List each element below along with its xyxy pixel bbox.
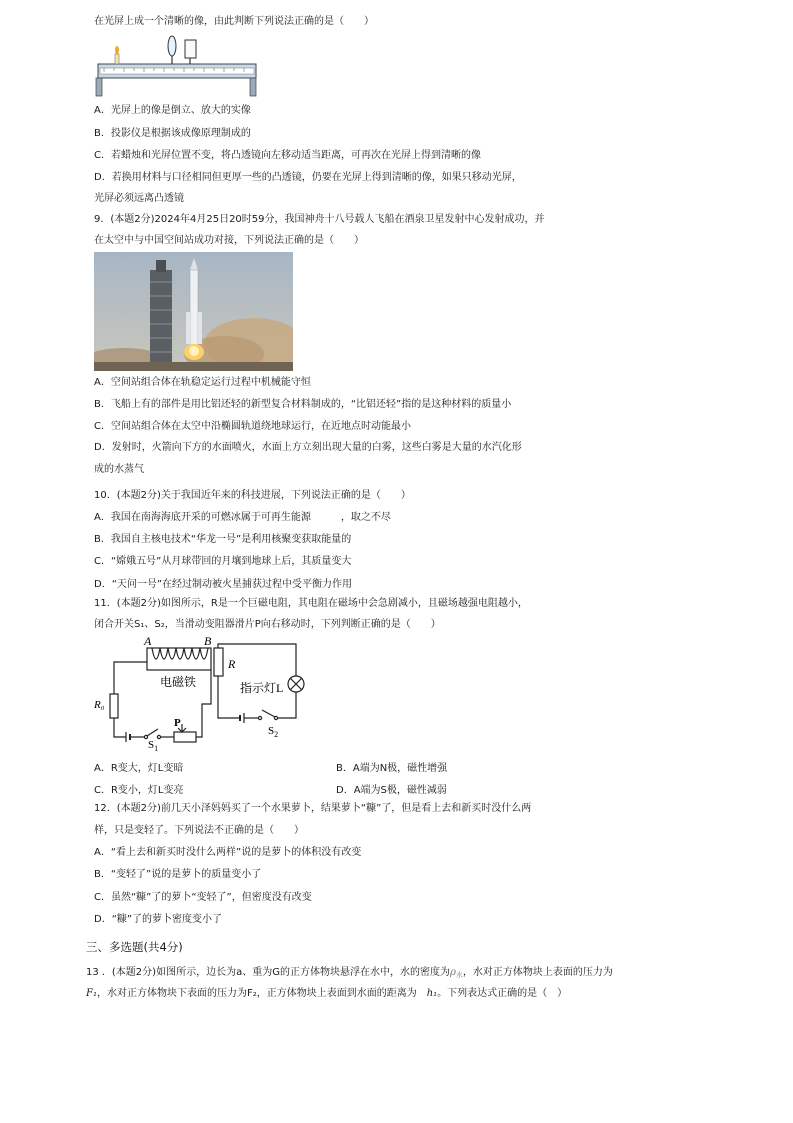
q10-option-b: B．我国自主核电技术“华龙一号”是利用核聚变获取能量的 <box>94 534 352 545</box>
q8-option-d-cont: 光屏必须远离凸透镜 <box>94 193 184 204</box>
q12-stem-line2: 样，只是变轻了。下列说法不正确的是（ ） <box>94 825 304 836</box>
rocket-launch-photo <box>94 252 293 371</box>
label-coil: 电磁铁 <box>160 675 197 689</box>
q9-option-c: C．空间站组合体在太空中沿椭圆轨道绕地球运行，在近地点时动能最小 <box>94 421 411 432</box>
q12-option-d: D．“糠”了的萝卜密度变小了 <box>94 914 223 925</box>
q11-option-b: B．A端为N极，磁性增强 <box>336 763 448 774</box>
section-title: 三、多选题(共4分) <box>86 940 183 954</box>
q9-stem-line2: 在太空中与中国空间站成功对接，下列说法正确的是（ ） <box>94 235 364 246</box>
q13-line1: 13 ．(本题2分)如图所示，边长为a、重为G的正方体物块悬浮在水中，水的密度为$\rho_水$，水对正方体物块上表面的压力为 <box>86 967 613 979</box>
label-r: R <box>228 657 236 671</box>
q8-stem: 在光屏上成一个清晰的像，由此判断下列说法正确的是（ ） <box>94 16 374 27</box>
label-a: A <box>144 636 152 648</box>
q11-stem-line1: 11．(本题2分)如图所示，R是一个巨磁电阻，其电阻在磁场中会急剧减小，且磁场越强电阻越小， <box>94 598 528 609</box>
q11-option-a: A．R变大，灯L变暗 <box>94 763 184 774</box>
optical-bench-figure <box>94 34 262 98</box>
label-s2: $S_2$ <box>268 725 279 739</box>
label-p: P <box>174 717 181 729</box>
label-s1: $S_1$ <box>148 739 159 753</box>
circuit-diagram <box>92 636 312 754</box>
label-b: B <box>204 636 212 648</box>
q8-option-a: A．光屏上的像是倒立、放大的实像 <box>94 105 251 116</box>
q10-option-d: D．“天问一号”在经过制动被火星捕获过程中受平衡力作用 <box>94 579 353 590</box>
q9-option-d-cont: 成的水蒸气 <box>94 464 144 475</box>
q9-option-a: A．空间站组合体在轨稳定运行过程中机械能守恒 <box>94 377 311 388</box>
q8-option-b: B．投影仪是根据该成像原理制成的 <box>94 128 251 139</box>
q9-stem-line1: 9．(本题2分)2024年4月25日20时59分，我国神舟十八号载人飞船在酒泉卫星发射中心发射成功，并 <box>94 214 545 225</box>
q9-option-d: D．发射时，火箭向下方的水面喷火，水面上方立刻出现大量的白雾，这些白雾是大量的水汽化形 <box>94 442 522 453</box>
q8-option-c: C．若蜡烛和光屏位置不变，将凸透镜向左移动适当距离，可再次在光屏上得到清晰的像 <box>94 150 481 161</box>
q9-option-b: B．飞船上有的部件是用比铝还轻的新型复合材料制成的，“比铝还轻”指的是这种材料的质量小 <box>94 399 512 410</box>
q12-option-c: C．虽然“糠”了的萝卜“变轻了”，但密度没有改变 <box>94 892 312 903</box>
q8-option-d: D．若换用材料与口径相同但更厚一些的凸透镜，仍要在光屏上得到清晰的像，如果只移动光屏， <box>94 172 522 183</box>
label-lamp: 指示灯L <box>240 681 284 695</box>
q11-stem-line2: 闭合开关S₁、S₂，当滑动变阻器滑片P向右移动时，下列判断正确的是（ ） <box>94 619 441 630</box>
q10-option-c: C．“嫦娥五号”从月球带回的月壤到地球上后，其质量变大 <box>94 556 352 567</box>
q12-stem-line1: 12．(本题2分)前几天小泽妈妈买了一个水果萝卜，结果萝卜“糠”了，但是看上去和新买时没什么两 <box>94 803 532 814</box>
q12-option-b: B．“变轻了”说的是萝卜的质量变小了 <box>94 869 262 880</box>
q10-option-a: A．我国在南海海底开采的可燃冰属于可再生能源 ，取之不尽 <box>94 512 391 523</box>
q10-stem: 10．(本题2分)关于我国近年来的科技进展，下列说法正确的是（ ） <box>94 490 411 501</box>
q12-option-a: A．“看上去和新买时没什么两样”说的是萝卜的体积没有改变 <box>94 847 362 858</box>
q13-line2: F₁，水对正方体物块下表面的压力为F₂，正方体物块上表面到水面的距离为 h₁。下列表达式正确的是（ ） <box>86 988 568 999</box>
q11-option-d: D．A端为S极，磁性减弱 <box>336 785 447 796</box>
label-r0: R₀ <box>94 699 105 711</box>
q11-option-c: C．R变小，灯L变亮 <box>94 785 184 796</box>
